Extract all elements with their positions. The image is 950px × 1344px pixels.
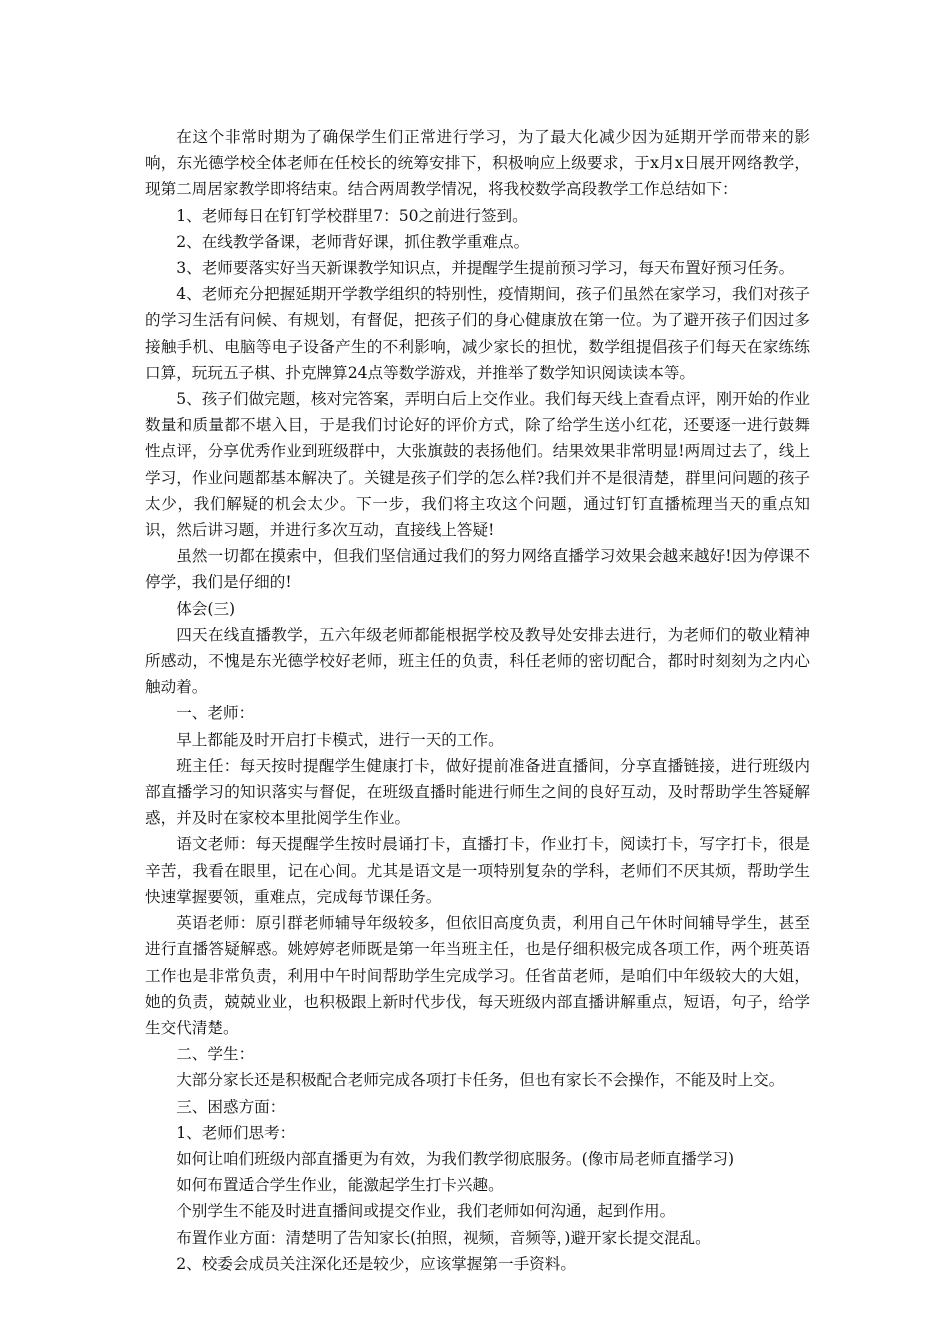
confusion-question-3: 个别学生不能及时进直播间或提交作业，我们老师如何沟通，起到作用。 [176, 1202, 676, 1221]
section-3-intro: 四天在线直播教学，五六年级老师都能根据学校及教导处安排去进行，为老师们的敬业精神所感动，不愧是东光德学校好老师，班主任的负责，科任老师的密切配合，都时时刻刻为之内心触动着。 [145, 625, 810, 697]
heading-students: 二、学生： [176, 1045, 255, 1064]
work-item-1: 1、老师每日在钉钉学校群里7：50之前进行签到。 [176, 206, 528, 225]
teachers-morning: 早上都能及时开启打卡模式，进行一天的工作。 [176, 730, 504, 749]
confusion-item-2: 2、校委会成员关注深化还是较少，应该掌握第一手资料。 [176, 1254, 576, 1273]
work-item-5: 5、孩子们做完题，核对完答案，弄明白后上交作业。我们每天线上查看点评，刚开始的作业数量和质量都不堪入目，于是我们讨论好的评价方式，除了给学生送小红花，还要逐一进行鼓舞性点评，分享优秀作业到班级群中，大张旗鼓的表扬他们。结果效果非常明显!两周过去了，线上学习，作业问题都基本解决了。关键是孩子们学的怎么样?我们并不是很清楚，群里问问题的孩子太少，我们解疑的机会太少。下一步，我们将主攻这个问题，通过钉钉直播梳理当天的重点知识，然后讲习题，并进行多次互动，直接线上答疑! [145, 390, 810, 540]
confusion-question-1: 如何让咱们班级内部直播更为有效，为我们教学彻底服务。(像市局老师直播学习) [176, 1149, 735, 1168]
confusion-question-2: 如何布置适合学生作业，能激起学生打卡兴趣。 [176, 1176, 504, 1195]
students-paragraph: 大部分家长还是积极配合老师完成各项打卡任务，但也有家长不会操作，不能及时上交。 [176, 1071, 785, 1090]
intro-paragraph: 在这个非常时期为了确保学生们正常进行学习，为了最大化减少因为延期开学而带来的影响，东光德学校全体老师在任校长的统筹安排下，积极响应上级要求，于x月x日展开网络教学，现第二周居家教学即将结束。结合两周教学情况，将我校数学高段教学工作总结如下： [145, 128, 810, 199]
chinese-teacher-paragraph: 语文老师：每天提醒学生按时晨诵打卡，直播打卡，作业打卡，阅读打卡，写字打卡，很是辛苦，我看在眼里，记在心间。尤其是语文是一项特别复杂的学科，老师们不厌其烦，帮助学生快速掌握要领，重难点，完成每节课任务。 [145, 835, 810, 906]
work-item-4: 4、老师充分把握延期开学教学组织的特别性，疫情期间，孩子们虽然在家学习，我们对孩子的学习生活有问候、有规划，有督促，把孩子们的身心健康放在第一位。为了避开孩子们因过多接触手机、电脑等电子设备产生的不利影响，减少家长的担忧，数学组提倡孩子们每天在家练练口算，玩玩五子棋、扑克牌算24点等数学游戏，并推举了数学知识阅读读本等。 [145, 285, 810, 382]
section-heading-3: 体会(三) [176, 599, 236, 618]
confusion-item-1: 1、老师们思考： [176, 1123, 296, 1142]
work-item-2: 2、在线教学备课，老师背好课，抓住教学重难点。 [176, 232, 530, 251]
confusion-homework: 布置作业方面：清楚明了告知家长(拍照，视频，音频等，)避开家长提交混乱。 [176, 1228, 711, 1247]
work-item-3: 3、老师要落实好当天新课教学知识点，并提醒学生提前预习学习，每天布置好预习任务。 [176, 259, 795, 278]
closing-paragraph: 虽然一切都在摸索中，但我们坚信通过我们的努力网络直播学习效果会越来越好!因为停课不停学，我们是仔细的! [145, 547, 810, 592]
heading-confusions: 三、困惑方面： [176, 1097, 286, 1116]
class-teacher-paragraph: 班主任：每天按时提醒学生健康打卡，做好提前准备进直播间，分享直播链接，进行班级内部直播学习的知识落实与督促，在班级直播时能进行师生之间的良好互动，及时帮助学生答疑解惑，并及时在家校本里批阅学生作业。 [145, 756, 810, 828]
heading-teachers: 一、老师： [176, 704, 255, 723]
document-body [145, 124, 810, 1277]
english-teacher-paragraph: 英语老师：原引群老师辅导年级较多，但依旧高度负责，利用自己午休时间辅导学生，甚至进行直播答疑解惑。姚婷婷老师既是第一年当班主任，也是仔细积极完成各项工作，两个班英语工作也是非常负责，利用中午时间帮助学生完成学习。任省苗老师，是咱们中年级较大的大姐，她的负责，兢兢业业，也积极跟上新时代步伐，每天班级内部直播讲解重点，短语，句子，给学生交代清楚。 [145, 914, 810, 1037]
